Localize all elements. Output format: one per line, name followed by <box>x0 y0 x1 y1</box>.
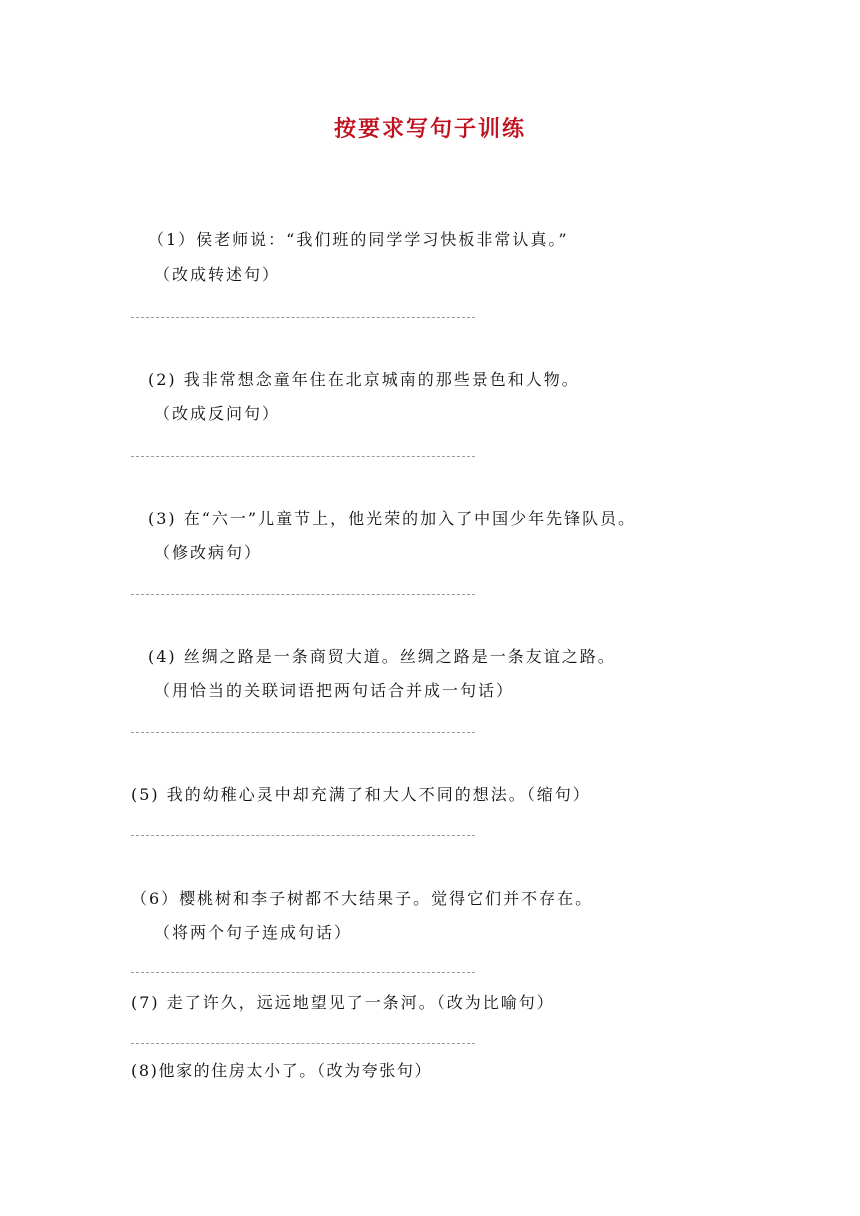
question-5-text: (5) 我的幼稚心灵中却充满了和大人不同的想法。（缩句） <box>131 785 591 804</box>
answer-line-6[interactable] <box>131 972 475 973</box>
question-3-text: (3) 在“六一”儿童节上，他光荣的加入了中国少年先锋队员。 <box>148 509 637 528</box>
question-2-instruction: （改成反问句） <box>154 404 281 423</box>
question-6-text: （6）樱桃树和李子树都不大结果子。觉得它们并不存在。 <box>131 889 594 908</box>
question-8-text: (8)他家的住房太小了。（改为夸张句） <box>131 1061 433 1080</box>
question-2-text: (2) 我非常想念童年住在北京城南的那些景色和人物。 <box>148 370 580 389</box>
question-3-instruction: （修改病句） <box>154 543 263 562</box>
answer-line-7[interactable] <box>131 1043 475 1044</box>
page-title: 按要求写句子训练 <box>333 116 526 142</box>
question-7-text: (7) 走了许久，远远地望见了一条河。（改为比喻句） <box>131 993 555 1012</box>
question-1-instruction: （改成转述句） <box>154 265 281 284</box>
answer-line-5[interactable] <box>131 835 475 836</box>
question-1-text: （1）侯老师说：“我们班的同学学习快板非常认真。” <box>148 230 569 249</box>
question-6-instruction: （将两个句子连成句话） <box>154 923 353 942</box>
question-4-text: (4) 丝绸之路是一条商贸大道。丝绸之路是一条友谊之路。 <box>148 647 616 666</box>
answer-line-2[interactable] <box>131 456 475 457</box>
answer-line-4[interactable] <box>131 732 475 733</box>
answer-line-1[interactable] <box>131 317 475 318</box>
question-4-instruction: （用恰当的关联词语把两句话合并成一句话） <box>154 681 515 700</box>
answer-line-3[interactable] <box>131 594 475 595</box>
